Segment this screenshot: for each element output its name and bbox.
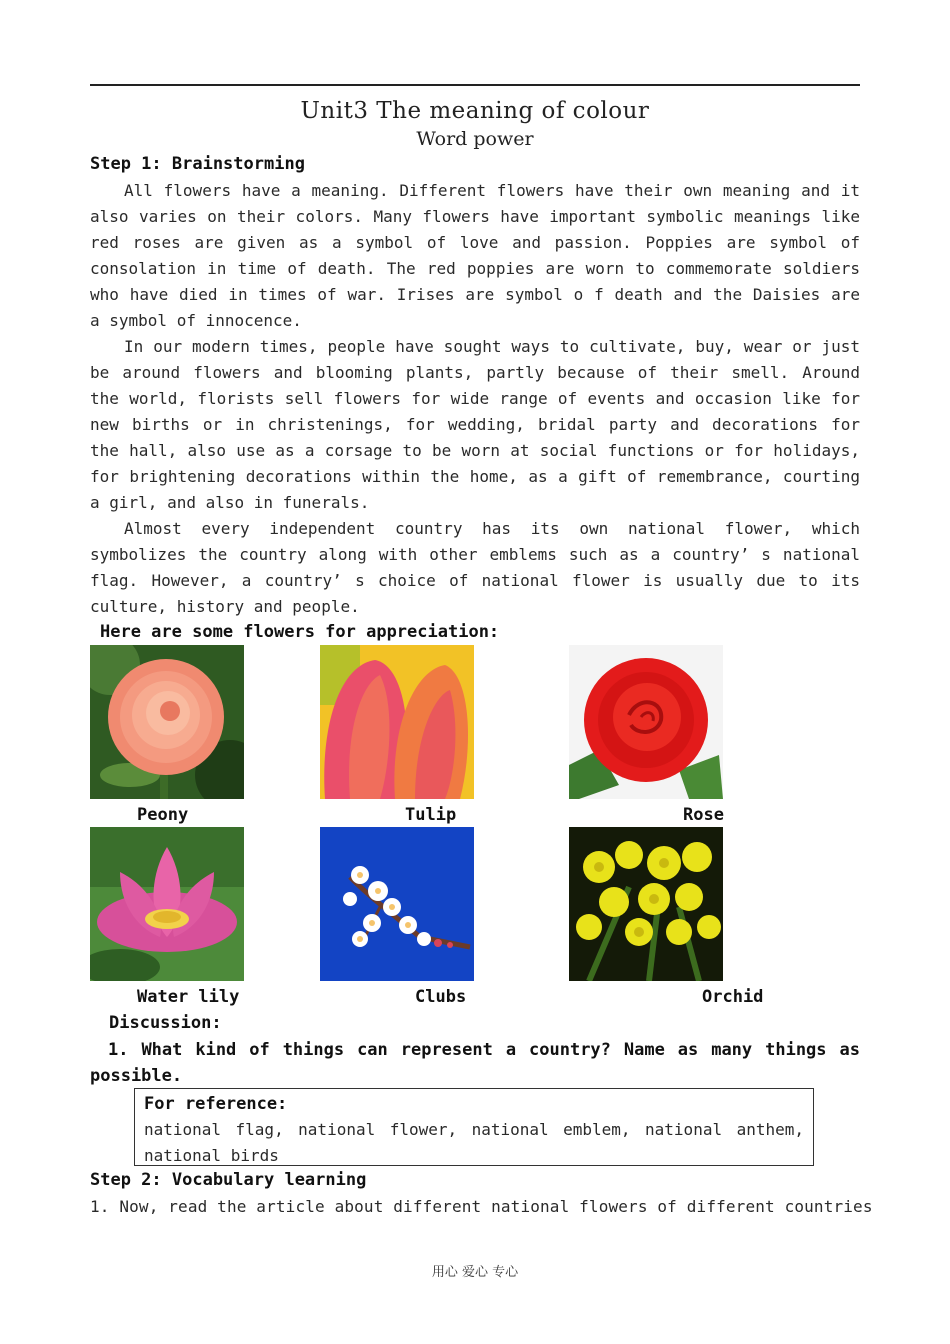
caption-tulip: Tulip — [405, 805, 457, 825]
question-word: represent — [400, 1040, 493, 1060]
water-lily-photo — [90, 827, 244, 981]
question-word: things — [765, 1040, 827, 1060]
paragraph-1: All flowers have a meaning. Different flowers have their own meaning and it also varies on their colors. Many flowers have important symbolic meanings like red roses are given as a symbol of love and passion. Poppies are symbol of consolation in time of death. The red poppies are worn to commemorate soldiers who have died in times of war. Irises are symbol o f death and the Daisies are a symbol of innocence. — [90, 181, 860, 330]
question-word: many — [711, 1040, 753, 1060]
question-word: kind — [195, 1040, 237, 1060]
step2-heading: Step 2: Vocabulary learning — [90, 1170, 367, 1190]
step1-heading: Step 1: Brainstorming — [90, 154, 305, 174]
question-word: a — [505, 1040, 517, 1060]
page-footer: 用心 爱心 专心 — [431, 1265, 519, 1280]
question-word: as — [677, 1040, 699, 1060]
question-word: things — [282, 1040, 345, 1060]
question-word: Name — [623, 1040, 665, 1060]
appreciation-line: Here are some flowers for appreciation: — [100, 622, 500, 642]
caption-clubs: Clubs — [415, 987, 467, 1007]
discussion-label: Discussion: — [109, 1013, 222, 1033]
page-title: Unit3 The meaning of colour — [300, 98, 650, 124]
paragraph-2: In our modern times, people have sought ways to cultivate, buy, wear or just be around flowers and blooming plants, partly because of their smell. Around the world, florists sell flowers for wide range of events and occasion like for new births or in christenings, for wedding, bridal party and decorations for the hall, also use as a corsage to be worn at social functions or for holidays, for brightening decorations within the home, as a gift of remembrance, courting a girl, and also in funerals. — [90, 337, 860, 512]
caption-water-lily: Water lily — [137, 987, 240, 1007]
reference-title: For reference: — [144, 1094, 288, 1114]
question-word: can — [357, 1040, 388, 1060]
rose-photo — [569, 645, 723, 799]
top-rule — [90, 84, 860, 86]
tulip-photo — [320, 645, 474, 799]
step2-line: 1. Now, read the article about different national flowers of different countries — [90, 1197, 873, 1216]
question-word: What — [141, 1040, 183, 1060]
caption-orchid: Orchid — [702, 987, 764, 1007]
plum-blossom-photo — [320, 827, 474, 981]
reference-box — [134, 1088, 814, 1166]
question-word: country? — [529, 1040, 611, 1060]
question-line-1 — [90, 1037, 860, 1063]
caption-rose: Rose — [683, 805, 724, 825]
question-word: of — [249, 1040, 270, 1060]
discussion-question — [90, 1037, 860, 1089]
peony-photo — [90, 645, 244, 799]
orchid-photo — [569, 827, 723, 981]
reference-text: national flag, national flower, national emblem, national anthem, national birds — [144, 1120, 804, 1165]
question-word: 1. — [108, 1040, 129, 1060]
question-word: as — [839, 1040, 860, 1060]
caption-peony: Peony — [137, 805, 189, 825]
question-line-2: possible. — [90, 1066, 183, 1086]
paragraph-3: Almost every independent country has its own national flower, which symbolizes the country along with other emblems such as a country’ s national flag. However, a country’ s choice of national flower is usually due to its culture, history and people. — [90, 519, 860, 616]
page-subtitle: Word power — [416, 128, 534, 150]
